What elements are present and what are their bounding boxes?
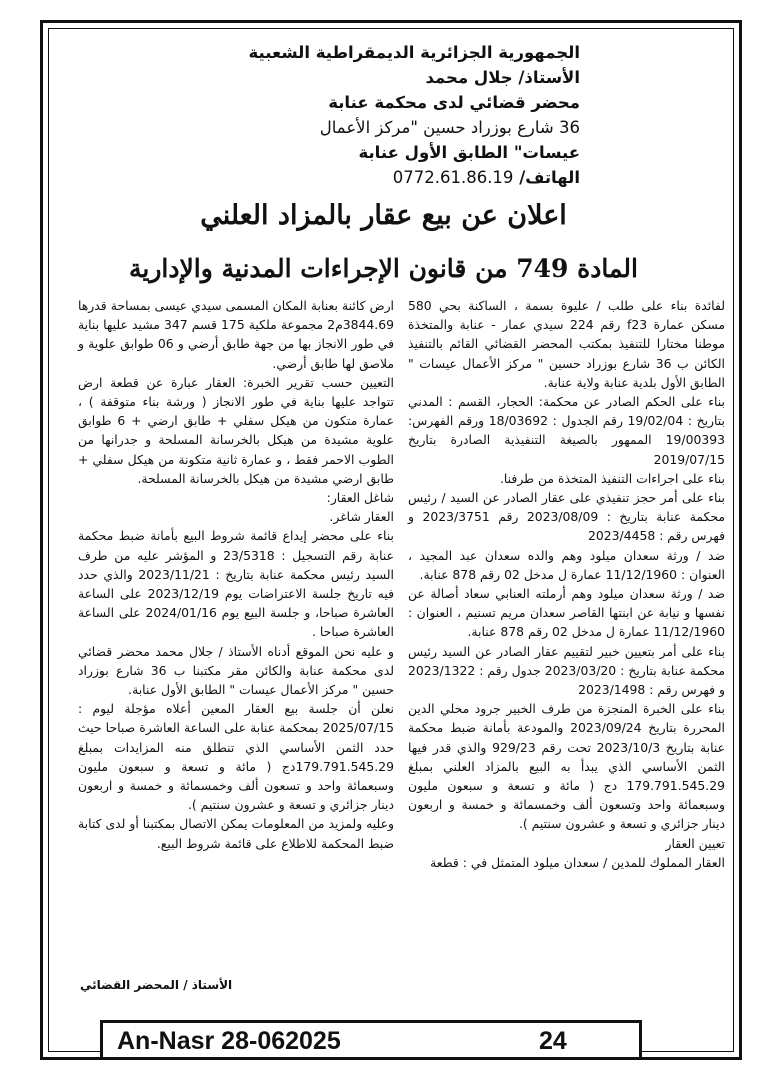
paragraph: تعيين العقار bbox=[665, 835, 725, 851]
notice-subtitle: المادة 749 من قانون الإجراءات المدنية والإدارية bbox=[129, 254, 638, 283]
paragraph: بناء على أمر بتعيين خبير لتقييم عقار الصادر عن السيد رئيس محكمة عنابة بتاريخ : 2023/03/20 جدول رقم : 2023/1322 و فهرس رقم : 2023/1498 bbox=[408, 643, 726, 698]
bailiff-name: الأستاذ/ جلال محمد bbox=[425, 68, 580, 87]
paragraph: العقار شاغر. bbox=[329, 509, 394, 525]
footer-bar bbox=[100, 1020, 642, 1060]
bailiff-header bbox=[60, 40, 580, 190]
paragraph: التعيين حسب تقرير الخبرة: العقار عبارة عن قطعة ارض تتواجد عليها بناية في طور الانجاز ( ورشة بناء متوقفة ) ، عمارة متكون من هيكل سفلي + طابق ارضي + 6 طوابق علوية مشيدة من هيكل بالخرسانة المسلحة و جدرانها من الطوب الاحمر فقط ، و عمارة ثانية متكونة من هيكل سفلي + طابق ارضي مشيدة من هيكل بالخرسانة المسلحة. bbox=[78, 374, 394, 486]
republic-name: الجمهورية الجزائرية الديمقراطية الشعبية bbox=[248, 43, 580, 62]
paragraph: بناء على أمر حجز تنفيذي على عقار الصادر عن السيد / رئيس محكمة عنابة بتاريخ : 2023/08/09 رقم 2023/3751 و فهرس رقم : 2023/4458 bbox=[408, 490, 725, 544]
paragraph: ارض كائنة بعنابة المكان المسمى سيدي عيسى بمساحة قدرها 3844.69م2 مجموعة ملكية 175 قسم 347 مشيد عليها بناية في طور الانجاز بها من جهة طابق أرضي و 06 طوابق علوية و ملاصق لها طابق أرضي. bbox=[78, 298, 394, 371]
page-number: 24 bbox=[539, 1027, 567, 1055]
paragraph: شاغل العقار: bbox=[326, 490, 394, 506]
paragraph: بناء على محضر إيداع قائمة شروط البيع بأمانة ضبط محكمة عنابة رقم التسجيل : 23/5318 و المؤشر عليه من طرف السيد رئيس محكمة عنابة بتاريخ : 2023/11/21 والذي حدد فيه تاريخ جلسة الاعتراضات يوم 2023/12/19 على الساعة العاشرة صباحا، و جلسة البيع يوم 2024/01/16 على الساعة العاشرة صباحا . bbox=[78, 528, 394, 640]
bailiff-title: محضر قضائي لدى محكمة عنابة bbox=[328, 93, 580, 112]
phone-number: 0772.61.86.19 bbox=[392, 168, 514, 187]
paragraph: و عليه نحن الموقع أدناه الأستاذ / جلال محمد محضر قضائي لدى محكمة عنابة والكائن مقر مكتبنا ب 36 شارع بوزراد حسين " مركز الأعمال عيسات " الطابق الأول عنابة. bbox=[78, 643, 394, 698]
paragraph: بناء على اجراءات التنفيذ المتخذة من طرفنا. bbox=[499, 470, 725, 486]
right-column bbox=[408, 296, 725, 872]
paragraph: بناء على الحكم الصادر عن محكمة: الحجار، القسم : المدني بتاريخ : 19/02/04 رقم الجدول : 18/03692 ورقم الفهرس: 19/00393 الممهور بالصيغة التنفيذية الصادرة بتاريخ 2019/07/15 bbox=[408, 394, 725, 467]
office-address-line1: 36 شارع بوزراد حسين "مركز الأعمال bbox=[319, 118, 580, 137]
paragraph: بناء على الخبرة المنجزة من طرف الخبير جرود محلي الدين المحررة بتاريخ 2023/09/24 والمودعة بأمانة ضبط محكمة عنابة بتاريخ 2023/10/3 تحت رقم 929/23 والذي قدر فيها الثمن الأساسي الذي يبدأ به البيع بالمزاد العلني بمبلغ 179.791.545.29 دج ( مائة و تسعة و سبعون مليون وسبعمائة واحد وتسعون ألف وخمسمائة و خمسة و اربعون دينار جزائري و تسعة و عشرون سنتيم ). bbox=[408, 701, 725, 832]
notice-title: اعلان عن بيع عقار بالمزاد العلني bbox=[200, 200, 567, 231]
paragraph: ضد / ورثة سعدان ميلود وهم والده سعدان عبد المجيد ، العنوان : 11/12/1960 عمارة ل مدخل 02 رقم 878 عنابة. bbox=[408, 547, 725, 582]
paragraph: لفائدة بناء على طلب / عليوة بسمة ، الساكنة بحي 580 مسكن عمارة f23 رقم 224 سيدي عمار - عنابة والمتخذة موطنا مختارا للتنفيذ بمكتب المحضر القضائي القائم بالتنفيذ الكائن ب 36 شارع بوزراد حسين " مركز الأعمال عيسات " الطابق الأول بلدية عنابة ولاية عنابة. bbox=[408, 298, 726, 390]
publication-name: An-Nasr 28-062025 bbox=[117, 1027, 341, 1055]
paragraph: العقار المملوك للمدين / سعدان ميلود المتمثل في : قطعة bbox=[430, 854, 725, 870]
paragraph: وعليه ولمزيد من المعلومات يمكن الاتصال بمكتبنا أو لدى كتابة ضبط المحكمة للاطلاع على قائمة شروط البيع. bbox=[78, 816, 394, 851]
paragraph: ضد / ورثة سعدان ميلود وهم أرملته العنابي سعاد أصالة عن نفسها و نيابة عن ابنتها القاصر سعدان مريم تسنيم ، العنوان : 11/12/1960 عمارة ل مدخل 02 رقم 878 عنابة. bbox=[408, 586, 725, 640]
paragraph: نعلن أن جلسة بيع العقار المعين أعلاه مؤجلة ليوم : 2025/07/15 بمحكمة عنابة على الساعة العاشرة صباحا حيث حدد الثمن الأساسي الذي تنطلق منه المزايدات بمبلغ 179.791.545.29دج ( مائة و تسعة و سبعون مليون وسبعمائة واحد و تسعون ألف وخمسمائة و خمسة و اربعون دينار جزائري و تسعة و عشرون سنتيم ). bbox=[78, 701, 394, 813]
signature: الأستاذ / المحضر القضائي bbox=[80, 978, 233, 992]
left-column bbox=[78, 296, 394, 853]
phone-line bbox=[60, 165, 580, 190]
phone-label: الهاتف/ bbox=[519, 168, 580, 187]
office-address-line2: عيسات" الطابق الأول عنابة bbox=[358, 143, 580, 162]
